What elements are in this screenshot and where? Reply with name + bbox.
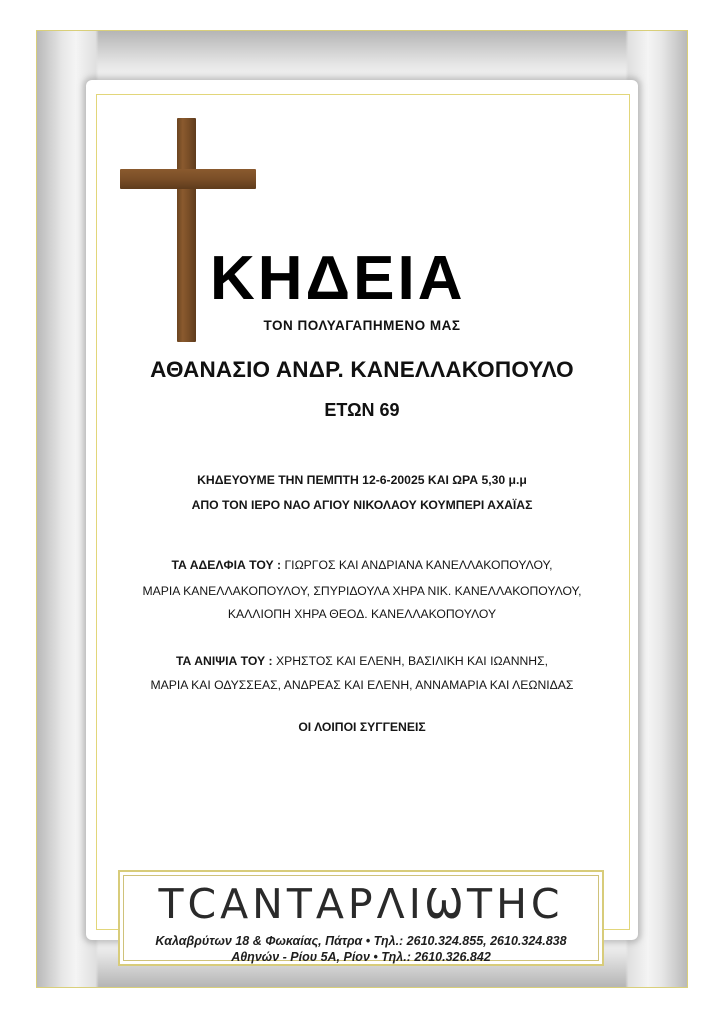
siblings-line-1: ΤΑ ΑΔΕΛΦΙΑ ΤΟΥ : ΓΙΩΡΓΟΣ ΚΑΙ ΑΝΔΡΙΑΝΑ ΚΑΝΕΛΛΑΚΟΠΟΥΛΟΥ, (171, 558, 553, 572)
cross-horizontal-beam (120, 169, 256, 189)
notice-title: ΚΗΔΕΙΑ (210, 244, 466, 313)
cross-vertical-beam (177, 118, 196, 342)
notice-subtitle: ΤΟΝ ΠΟΛΥΑΓΑΠΗΜΕΝΟ ΜΑΣ (263, 318, 461, 333)
siblings-line-3: ΚΑΛΛΙΟΠΗ ΧΗΡΑ ΘΕΟΔ. ΚΑΝΕΛΛΑΚΟΠΟΥΛΟΥ (227, 607, 497, 621)
siblings-label: ΤΑ ΑΔΕΛΦΙΑ ΤΟΥ : (171, 558, 282, 572)
funeral-home-footer (118, 870, 604, 966)
funeral-home-address-1: Καλαβρύτων 18 & Φωκαίας, Πάτρα • Τηλ.: 2610.324.855, 2610.324.838 (155, 934, 567, 948)
nephews-line-2: ΜΑΡΙΑ ΚΑΙ ΟΔΥΣΣΕΑΣ, ΑΝΔΡΕΑΣ ΚΑΙ ΕΛΕΝΗ, ΑΝΝΑΜΑΡΙΑ ΚΑΙ ΛΕΩΝΙΔΑΣ (150, 678, 574, 692)
funeral-time-line: ΚΗΔΕΥΟΥΜΕ ΤΗΝ ΠΕΜΠΤΗ 12-6-20025 ΚΑΙ ΩΡΑ 5,30 μ.μ (197, 473, 527, 487)
funeral-church-line: ΑΠΟ ΤΟΝ ΙΕΡΟ ΝΑΟ ΑΓΙΟΥ ΝΙΚΟΛΑΟΥ ΚΟΥΜΠΕΡΙ ΑΧΑΪΑΣ (191, 498, 533, 512)
deceased-age: ΕΤΩΝ 69 (324, 400, 400, 420)
funeral-home-brand: ΤCΑΝΤΑΡΛΙѠΤΗC (158, 880, 564, 928)
nephews-line-1: ΤΑ ΑΝΙΨΙΑ ΤΟΥ : ΧΡΗΣΤΟΣ ΚΑΙ ΕΛΕΝΗ, ΒΑΣΙΛΙΚΗ ΚΑΙ ΙΩΑΝΝΗΣ, (175, 654, 549, 668)
funeral-home-address-2: Αθηνών - Ρίου 5Α, Ρίον • Τηλ.: 2610.326.842 (231, 950, 491, 964)
nephews-label: ΤΑ ΑΝΙΨΙΑ ΤΟΥ : (175, 654, 273, 668)
deceased-name: ΑΘΑΝΑΣΙΟ ΑΝΔΡ. ΚΑΝΕΛΛΑΚΟΠΟΥΛΟ (150, 357, 574, 382)
siblings-line-2: ΜΑΡΙΑ ΚΑΝΕΛΛΑΚΟΠΟΥΛΟΥ, ΣΠΥΡΙΔΟΥΛΑ ΧΗΡΑ ΝΙΚ. ΚΑΝΕΛΛΑΚΟΠΟΥΛΟΥ, (142, 584, 582, 598)
other-relatives: ΟΙ ΛΟΙΠΟΙ ΣΥΓΓΕΝΕΙΣ (298, 720, 426, 734)
